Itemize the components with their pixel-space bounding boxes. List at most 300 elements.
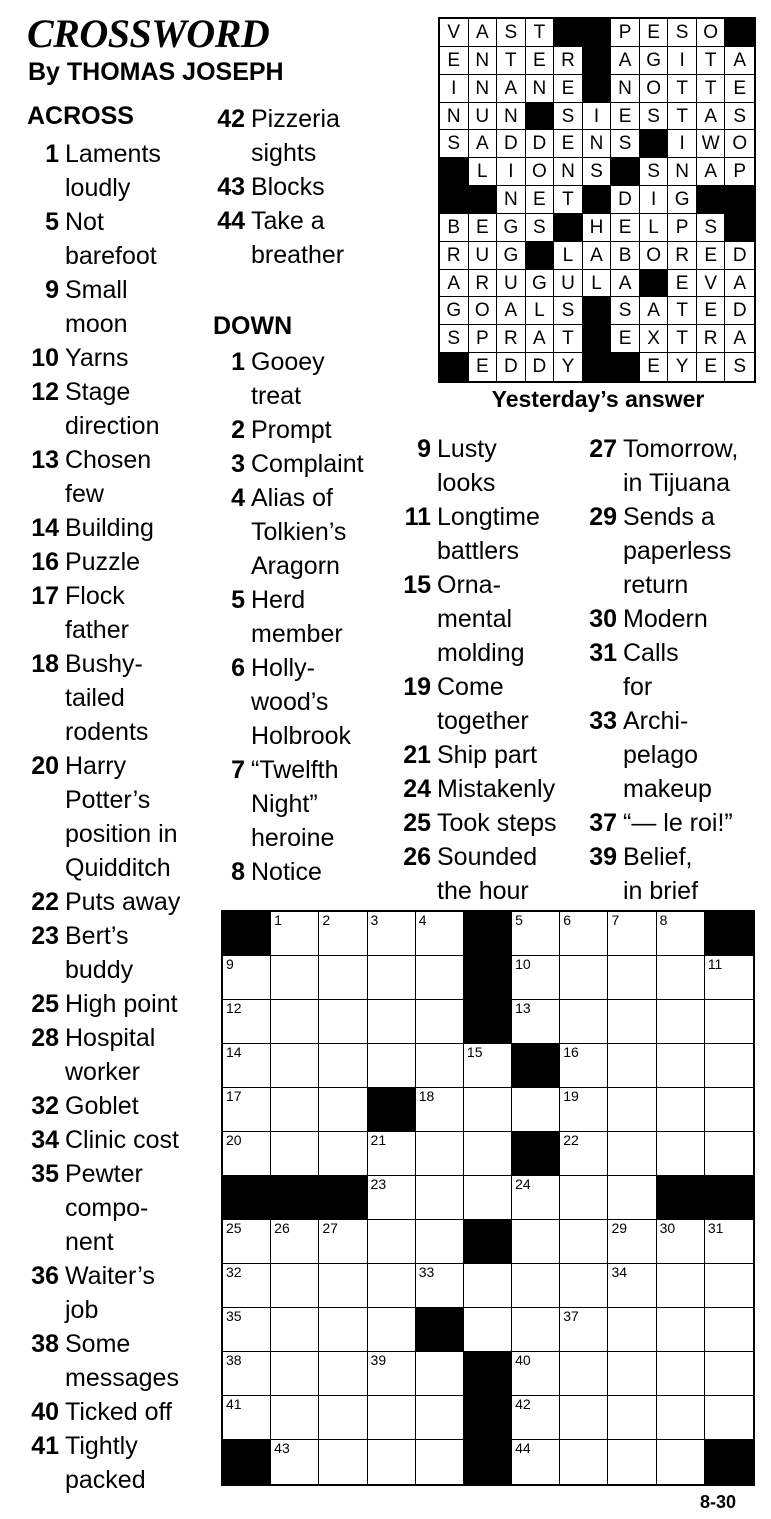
grid-cell[interactable]	[271, 1132, 319, 1176]
grid-cell[interactable]	[657, 1088, 705, 1132]
clue-text: for	[623, 673, 653, 701]
cell-number: 18	[418, 1088, 435, 1104]
clue-number: 5	[231, 586, 245, 614]
down-clue-6	[231, 651, 352, 753]
clue-number: 6	[231, 654, 245, 682]
grid-cell[interactable]	[464, 1088, 512, 1132]
grid-cell[interactable]	[319, 1000, 367, 1044]
grid-cell[interactable]	[271, 1220, 319, 1264]
grid-cell[interactable]	[271, 1440, 319, 1484]
grid-cell[interactable]	[705, 1088, 753, 1132]
grid-cell[interactable]	[319, 1132, 367, 1176]
cell-number: 41	[226, 1396, 242, 1412]
grid-cell[interactable]	[512, 1176, 560, 1220]
clue-text: paperless	[623, 537, 732, 565]
cell-number: 10	[515, 956, 531, 972]
black-square	[512, 1132, 560, 1176]
black-square	[223, 912, 271, 956]
grid-cell[interactable]	[560, 1440, 608, 1484]
grid-cell[interactable]	[368, 912, 416, 956]
grid-cell[interactable]	[319, 1308, 367, 1352]
answer-letter: E	[554, 75, 583, 103]
clue-number: 11	[404, 503, 431, 531]
down-clue-39	[589, 840, 699, 908]
clue-text: Aragorn	[251, 552, 340, 580]
answer-letter: G	[526, 270, 555, 298]
answer-letter: N	[668, 158, 697, 186]
grid-cell[interactable]	[608, 1352, 656, 1396]
clue-text: “— le roi!”	[623, 809, 733, 837]
across-clue-34	[31, 1123, 179, 1157]
grid-cell[interactable]	[319, 1396, 367, 1440]
clue-number: 25	[403, 809, 431, 837]
clue-text: wood’s	[251, 688, 329, 716]
grid-cell[interactable]	[319, 912, 367, 956]
answer-letter: P	[668, 214, 697, 242]
grid-cell[interactable]	[705, 1132, 753, 1176]
grid-cell[interactable]	[608, 1308, 656, 1352]
answer-letter: Y	[554, 353, 583, 381]
answer-letter: I	[497, 158, 526, 186]
clue-text: Complaint	[251, 450, 364, 478]
down-clue-25	[403, 806, 557, 840]
answer-letter: S	[440, 130, 469, 158]
grid-cell[interactable]	[223, 1088, 271, 1132]
answer-letter: E	[725, 75, 754, 103]
cell-number: 1	[274, 912, 282, 928]
cell-number: 34	[611, 1264, 628, 1280]
grid-cell[interactable]	[368, 1000, 416, 1044]
grid-cell[interactable]	[223, 1396, 271, 1440]
cell-number: 35	[226, 1308, 242, 1324]
across-clue-5	[45, 205, 157, 273]
grid-cell[interactable]	[368, 1132, 416, 1176]
grid-cell[interactable]	[223, 1000, 271, 1044]
clue-text: few	[65, 480, 104, 508]
grid-cell[interactable]	[705, 1000, 753, 1044]
clue-text: Prompt	[251, 416, 332, 444]
down-clue-27	[589, 432, 739, 500]
answer-letter: N	[526, 75, 555, 103]
grid-cell[interactable]	[560, 1000, 608, 1044]
grid-cell[interactable]	[271, 1352, 319, 1396]
grid-cell[interactable]	[705, 1308, 753, 1352]
clue-number: 21	[403, 741, 431, 769]
clue-text: Sounded	[437, 843, 538, 871]
answer-black-square	[440, 353, 469, 381]
answer-letter: A	[725, 325, 754, 353]
grid-cell[interactable]	[705, 1220, 753, 1264]
grid-cell[interactable]	[319, 1352, 367, 1396]
answer-letter: N	[497, 103, 526, 131]
grid-cell[interactable]	[512, 1352, 560, 1396]
answer-black-square	[725, 214, 754, 242]
clue-text: position in	[65, 820, 178, 848]
clue-number: 18	[31, 650, 59, 678]
grid-cell[interactable]	[271, 956, 319, 1000]
grid-cell[interactable]	[608, 1088, 656, 1132]
answer-letter: A	[611, 270, 640, 298]
cell-number: 20	[226, 1132, 242, 1148]
grid-cell[interactable]	[608, 1176, 656, 1220]
cell-number: 37	[563, 1308, 579, 1324]
down-clue-5	[231, 583, 343, 651]
grid-cell[interactable]	[608, 1264, 656, 1308]
clue-number: 34	[31, 1126, 59, 1154]
across-clue-43	[217, 170, 325, 204]
grid-cell[interactable]	[560, 1352, 608, 1396]
grid-cell[interactable]	[657, 1352, 705, 1396]
grid-cell[interactable]	[512, 1000, 560, 1044]
grid-cell[interactable]	[271, 1088, 319, 1132]
cell-number: 17	[226, 1088, 242, 1104]
answer-letter: A	[469, 130, 498, 158]
grid-cell[interactable]	[657, 1044, 705, 1088]
grid-cell[interactable]	[512, 1264, 560, 1308]
grid-cell[interactable]	[560, 1308, 608, 1352]
grid-cell[interactable]	[608, 1396, 656, 1440]
across-clue-23	[31, 919, 134, 987]
down-clue-2	[231, 413, 332, 447]
grid-cell[interactable]	[416, 1000, 464, 1044]
grid-cell[interactable]	[368, 956, 416, 1000]
clue-number: 33	[589, 707, 617, 735]
across-clue-41	[31, 1429, 146, 1497]
cell-number: 27	[322, 1220, 338, 1236]
answer-letter: E	[668, 270, 697, 298]
grid-cell[interactable]	[464, 1044, 512, 1088]
clue-number: 40	[31, 1398, 59, 1426]
grid-cell[interactable]	[705, 1352, 753, 1396]
grid-cell[interactable]	[560, 1088, 608, 1132]
clue-text: Puts away	[65, 888, 181, 916]
cell-number: 22	[563, 1132, 579, 1148]
grid-cell[interactable]	[657, 1264, 705, 1308]
grid-cell[interactable]	[560, 1132, 608, 1176]
answer-letter: D	[526, 353, 555, 381]
grid-cell[interactable]	[560, 1396, 608, 1440]
grid-cell[interactable]	[464, 1176, 512, 1220]
grid-cell[interactable]	[608, 1132, 656, 1176]
grid-cell[interactable]	[416, 1264, 464, 1308]
grid-cell[interactable]	[512, 1088, 560, 1132]
grid-cell[interactable]	[271, 1308, 319, 1352]
clue-text: Quidditch	[65, 854, 171, 882]
grid-cell[interactable]	[657, 912, 705, 956]
answer-letter: A	[611, 47, 640, 75]
clue-text: Bushy-	[65, 650, 143, 678]
grid-cell[interactable]	[223, 1220, 271, 1264]
grid-cell[interactable]	[560, 956, 608, 1000]
clue-text: looks	[437, 469, 496, 497]
answer-letter: S	[611, 297, 640, 325]
grid-cell[interactable]	[657, 1440, 705, 1484]
answer-letter: L	[469, 158, 498, 186]
answer-letter: T	[668, 325, 697, 353]
grid-cell[interactable]	[705, 1044, 753, 1088]
answer-black-square	[469, 186, 498, 214]
grid-cell[interactable]	[416, 1176, 464, 1220]
answer-letter: N	[554, 158, 583, 186]
across-clue-13	[31, 443, 152, 511]
grid-cell[interactable]	[416, 1044, 464, 1088]
grid-cell[interactable]	[705, 1264, 753, 1308]
black-square	[464, 1000, 512, 1044]
clue-text: Lusty	[437, 435, 497, 463]
grid-cell[interactable]	[464, 1264, 512, 1308]
clue-text: worker	[65, 1058, 141, 1086]
clue-text: Holbrook	[251, 722, 352, 750]
grid-cell[interactable]	[271, 912, 319, 956]
answer-letter: A	[497, 297, 526, 325]
clue-number: 2	[231, 416, 245, 444]
clue-text: Night”	[251, 790, 318, 818]
answer-letter: E	[611, 103, 640, 131]
clue-text: Calls	[623, 639, 679, 667]
answer-letter: T	[697, 75, 726, 103]
cell-number: 16	[563, 1044, 579, 1060]
answer-letter: E	[440, 47, 469, 75]
clue-number: 36	[31, 1262, 59, 1290]
grid-cell[interactable]	[223, 1308, 271, 1352]
down-clue-3	[231, 447, 364, 481]
cell-number: 13	[515, 1000, 531, 1016]
grid-cell[interactable]	[416, 1220, 464, 1264]
answer-black-square	[583, 297, 612, 325]
clue-number: 22	[31, 888, 59, 916]
grid-cell[interactable]	[416, 956, 464, 1000]
clue-number: 4	[231, 484, 245, 512]
clue-number: 41	[31, 1432, 59, 1460]
grid-cell[interactable]	[512, 912, 560, 956]
down-clue-24	[403, 772, 556, 806]
answer-letter: G	[497, 214, 526, 242]
down-clue-15	[403, 568, 525, 670]
date-code: 8-30	[700, 1492, 737, 1512]
answer-letter: I	[668, 130, 697, 158]
cell-number: 24	[515, 1176, 531, 1192]
across-clue-28	[31, 1021, 156, 1089]
answer-letter: E	[697, 297, 726, 325]
grid-cell[interactable]	[464, 1132, 512, 1176]
answer-letter: S	[725, 103, 754, 131]
clue-text: loudly	[65, 174, 131, 202]
clue-text: Come	[437, 673, 504, 701]
grid-cell[interactable]	[368, 1264, 416, 1308]
answer-letter: O	[640, 242, 669, 270]
grid-cell[interactable]	[512, 1220, 560, 1264]
grid-cell[interactable]	[608, 912, 656, 956]
answer-letter: W	[697, 130, 726, 158]
grid-cell[interactable]	[560, 1220, 608, 1264]
answer-letter: G	[640, 47, 669, 75]
across-clue-18	[31, 647, 149, 749]
answer-letter: O	[725, 130, 754, 158]
answer-letter: E	[526, 186, 555, 214]
grid-cell[interactable]	[368, 1308, 416, 1352]
grid-cell[interactable]	[464, 1308, 512, 1352]
grid-cell[interactable]	[223, 1132, 271, 1176]
answer-letter: T	[554, 186, 583, 214]
answer-letter: N	[469, 75, 498, 103]
grid-cell[interactable]	[705, 956, 753, 1000]
grid-cell[interactable]	[657, 1000, 705, 1044]
answer-letter: U	[497, 270, 526, 298]
grid-cell[interactable]	[560, 912, 608, 956]
grid-cell[interactable]	[319, 956, 367, 1000]
answer-black-square	[697, 186, 726, 214]
clue-number: 1	[45, 140, 59, 168]
grid-cell[interactable]	[416, 1132, 464, 1176]
clue-number: 19	[403, 673, 431, 701]
answer-letter: I	[583, 103, 612, 131]
grid-cell[interactable]	[657, 956, 705, 1000]
cell-number: 4	[418, 912, 427, 928]
grid-cell[interactable]	[319, 1220, 367, 1264]
grid-cell[interactable]	[608, 1440, 656, 1484]
clue-text: Stage	[65, 378, 131, 406]
cell-number: 23	[370, 1176, 387, 1192]
clue-number: 15	[403, 571, 431, 599]
clue-number: 9	[45, 276, 59, 304]
grid-cell[interactable]	[223, 1264, 271, 1308]
black-square	[223, 1176, 271, 1220]
grid-cell[interactable]	[608, 956, 656, 1000]
clue-number: 28	[31, 1024, 59, 1052]
black-square	[705, 912, 753, 956]
across-clue-9	[45, 273, 128, 341]
grid-cell[interactable]	[319, 1044, 367, 1088]
clue-text: heroine	[251, 824, 335, 852]
across-clue-25	[31, 987, 178, 1021]
answer-letter: G	[440, 297, 469, 325]
answer-letter: G	[497, 242, 526, 270]
answer-letter: R	[469, 270, 498, 298]
clue-text: Longtime	[437, 503, 540, 531]
answer-black-square	[725, 186, 754, 214]
answer-letter: I	[440, 75, 469, 103]
grid-cell[interactable]	[608, 1000, 656, 1044]
grid-cell[interactable]	[271, 1000, 319, 1044]
down-clue-37	[589, 806, 733, 840]
grid-cell[interactable]	[223, 956, 271, 1000]
grid-cell[interactable]	[223, 1044, 271, 1088]
grid-cell[interactable]	[271, 1264, 319, 1308]
grid-cell[interactable]	[271, 1396, 319, 1440]
cell-number: 14	[226, 1044, 242, 1060]
clue-number: 39	[589, 843, 617, 871]
answer-letter: L	[526, 297, 555, 325]
answer-letter: L	[554, 242, 583, 270]
black-square	[271, 1176, 319, 1220]
grid-cell[interactable]	[560, 1264, 608, 1308]
answer-letter: D	[725, 242, 754, 270]
grid-cell[interactable]	[368, 1176, 416, 1220]
answer-letter: S	[668, 19, 697, 47]
clue-text: direction	[65, 412, 160, 440]
grid-cell[interactable]	[368, 1220, 416, 1264]
answer-black-square	[440, 158, 469, 186]
clue-number: 7	[231, 756, 245, 784]
clue-number: 37	[589, 809, 617, 837]
clue-text: compo-	[65, 1194, 149, 1222]
answer-letter: E	[526, 47, 555, 75]
grid-cell[interactable]	[560, 1044, 608, 1088]
answer-letter: E	[697, 353, 726, 381]
clue-text: Gooey	[251, 348, 325, 376]
grid-cell[interactable]	[512, 1308, 560, 1352]
clue-text: Mistakenly	[437, 775, 556, 803]
answer-letter: R	[668, 242, 697, 270]
answer-black-square	[554, 214, 583, 242]
grid-cell[interactable]	[705, 1396, 753, 1440]
cell-number: 40	[515, 1352, 531, 1368]
crossword-grid	[221, 910, 755, 1486]
grid-cell[interactable]	[368, 1396, 416, 1440]
answer-letter: L	[640, 214, 669, 242]
clue-text: High point	[65, 990, 178, 1018]
answer-letter: P	[611, 19, 640, 47]
grid-cell[interactable]	[416, 912, 464, 956]
grid-cell[interactable]	[319, 1440, 367, 1484]
answer-letter: A	[697, 158, 726, 186]
answer-letter: O	[469, 297, 498, 325]
answer-letter: V	[697, 270, 726, 298]
clue-number: 38	[31, 1330, 59, 1358]
answer-letter: A	[469, 19, 498, 47]
clue-text: Building	[65, 514, 154, 542]
answer-letter: S	[526, 214, 555, 242]
clue-text: Chosen	[65, 446, 152, 474]
black-square	[223, 1440, 271, 1484]
grid-cell[interactable]	[368, 1044, 416, 1088]
grid-cell[interactable]	[657, 1132, 705, 1176]
across-clue-1	[45, 137, 161, 205]
grid-cell[interactable]	[560, 1176, 608, 1220]
grid-cell[interactable]	[512, 956, 560, 1000]
grid-cell[interactable]	[368, 1440, 416, 1484]
grid-cell[interactable]	[319, 1088, 367, 1132]
grid-cell[interactable]	[608, 1044, 656, 1088]
answer-letter: O	[640, 75, 669, 103]
grid-cell[interactable]	[416, 1396, 464, 1440]
cell-number: 42	[515, 1396, 531, 1412]
clue-text: Hospital	[65, 1024, 156, 1052]
grid-cell[interactable]	[416, 1440, 464, 1484]
grid-cell[interactable]	[657, 1308, 705, 1352]
answer-black-square	[640, 130, 669, 158]
cell-number: 31	[707, 1220, 724, 1236]
grid-cell[interactable]	[608, 1220, 656, 1264]
grid-cell[interactable]	[657, 1396, 705, 1440]
grid-cell[interactable]	[223, 1352, 271, 1396]
answer-letter: A	[640, 297, 669, 325]
grid-cell[interactable]	[271, 1044, 319, 1088]
clue-text: Goblet	[65, 1092, 139, 1120]
grid-cell[interactable]	[368, 1352, 416, 1396]
grid-cell[interactable]	[416, 1088, 464, 1132]
black-square	[319, 1176, 367, 1220]
grid-cell[interactable]	[416, 1352, 464, 1396]
puzzle-title: CROSSWORD	[27, 11, 270, 56]
clue-number: 43	[217, 173, 245, 201]
grid-cell[interactable]	[512, 1440, 560, 1484]
clue-text: Herd	[251, 586, 306, 614]
grid-cell[interactable]	[512, 1396, 560, 1440]
grid-cell[interactable]	[657, 1220, 705, 1264]
cell-number: 33	[418, 1264, 435, 1280]
grid-cell[interactable]	[319, 1264, 367, 1308]
